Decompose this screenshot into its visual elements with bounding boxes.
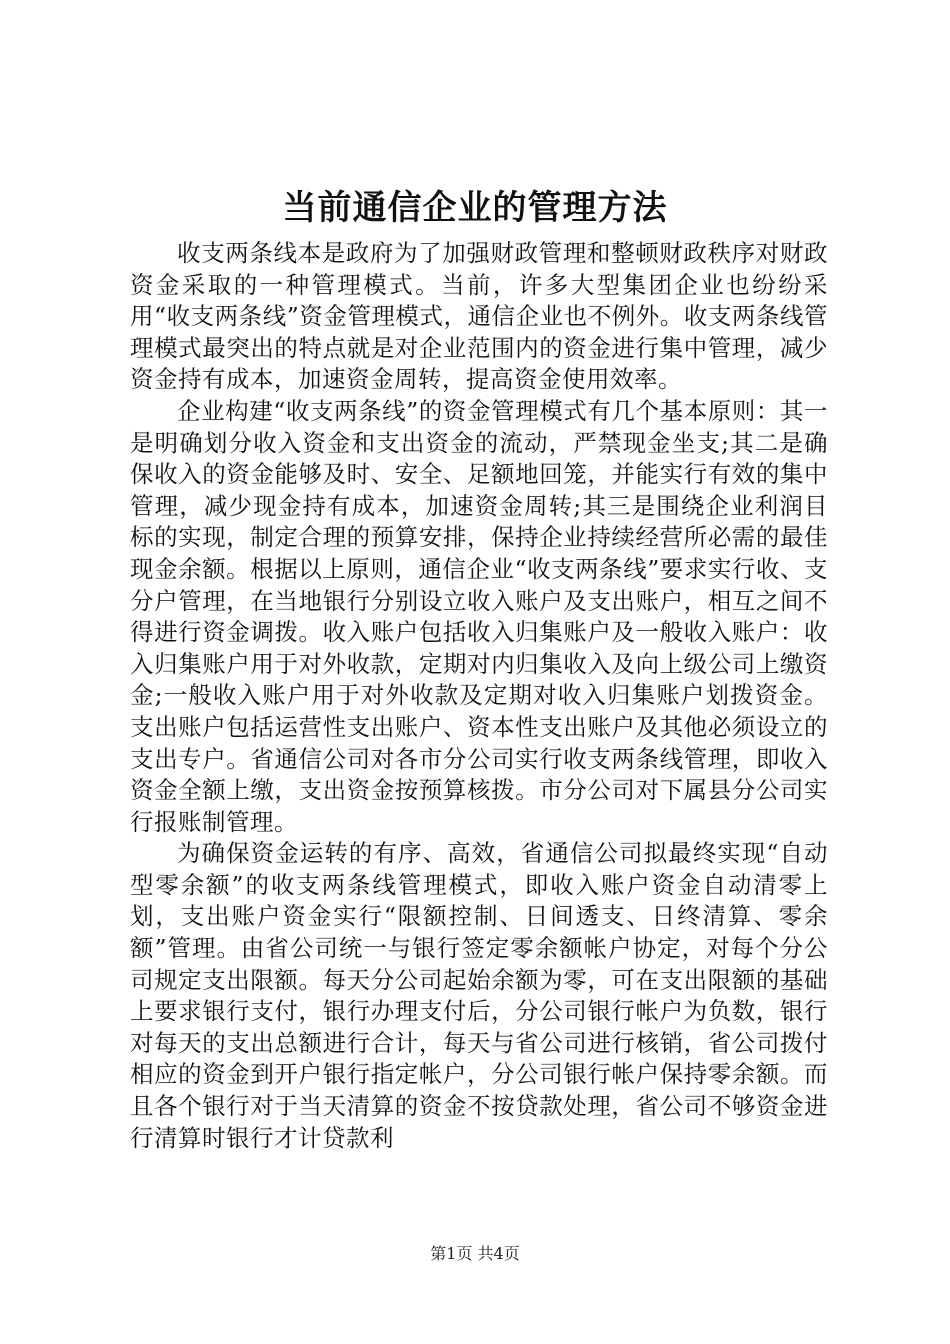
paragraph-2: 企业构建“收支两条线”的资金管理模式有几个基本原则：其一是明确划分收入资金和支出资金的流动，严禁现金坐支;其二是确保收入的资金能够及时、安全、足额地回笼，并能实行有效的集中管理，减少现金持有成本，加速资金周转;其三是围绕企业利润目标的实现，制定合理的预算安排，保持企业持续经营所必需的最佳现金余额。根据以上原则，通信企业“收支两条线”要求实行收、支分户管理，在当地银行分别设立收入账户及支出账户，相互之间不得进行资金调拨。收入账户包括收入归集账户及一般收入账户：收入归集账户用于对外收款，定期对内归集收入及向上级公司上缴资金;一般收入账户用于对外收款及定期对收入归集账户划拨资金。支出账户包括运营性支出账户、资本性支出账户及其他必须设立的支出专户。省通信公司对各市分公司实行收支两条线管理，即收入资金全额上缴，支出资金按预算核拨。市分公司对下属县分公司实行报账制管理。 — [130, 396, 828, 836]
document-title: 当前通信企业的管理方法 — [282, 188, 668, 228]
page-number-footer: 第1页 共4页 — [430, 1244, 520, 1263]
paragraph-1: 收支两条线本是政府为了加强财政管理和整顿财政秩序对财政资金采取的一种管理模式。当前，许多大型集团企业也纷纷采用“收支两条线”资金管理模式，通信企业也不例外。收支两条线管理模式最突出的特点就是对企业范围内的资金进行集中管理，减少资金持有成本，加速资金周转，提高资金使用效率。 — [130, 239, 828, 394]
document-body — [130, 238, 828, 1154]
paragraph-3: 为确保资金运转的有序、高效，省通信公司拟最终实现“自动型零余额”的收支两条线管理模式，即收入账户资金自动清零上划，支出账户资金实行“限额控制、日间透支、日终清算、零余额”管理。由省公司统一与银行签定零余额帐户协定，对每个分公司规定支出限额。每天分公司起始余额为零，可在支出限额的基础上要求银行支付，银行办理支付后，分公司银行帐户为负数，银行对每天的支出总额进行合计，每天与省公司进行核销，省公司拨付相应的资金到开户银行指定帐户，分公司银行帐户保持零余额。而且各个银行对于当天清算的资金不按贷款处理，省公司不够资金进行清算时银行才计贷款利 — [130, 839, 828, 1152]
